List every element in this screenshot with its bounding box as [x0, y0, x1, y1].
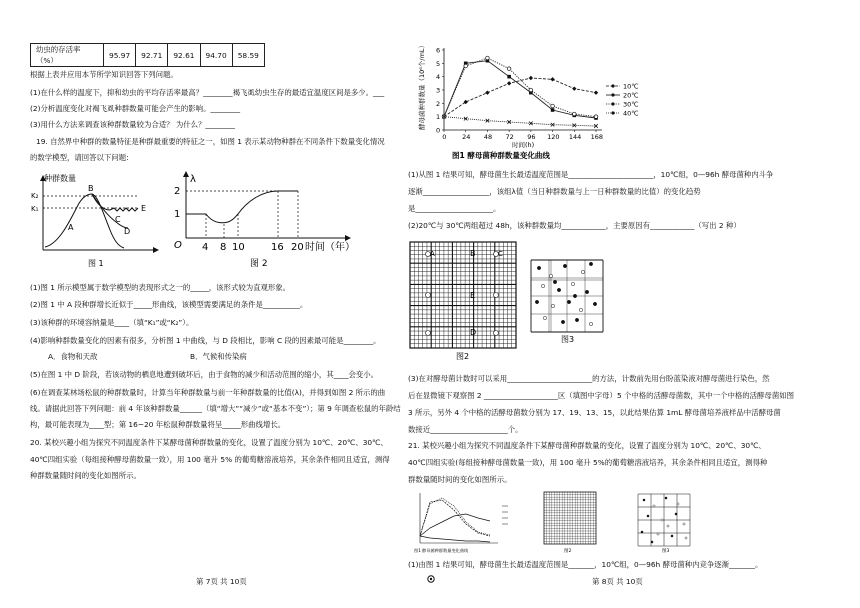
r-q3-line-1: (3)在对酵母菌计数时可以采用_______________________的方法，计数前先用台盼蓝染液对酵母菌进行染色，然: [408, 374, 770, 383]
grid-label-d: D: [470, 328, 477, 337]
legend-marker: [611, 111, 614, 114]
fig2-x-tick-16: 16: [271, 242, 284, 253]
yeast-cell: [561, 320, 564, 323]
q20-line-1: 20. 某校兴趣小组为探究不同温度条件下某酵母菌种群数量的变化，设置了温度分别为 10℃、20℃、30℃、: [30, 438, 388, 447]
yeast-cell: [553, 280, 556, 283]
survival-value: 58.59: [232, 44, 264, 67]
footer-right: 第 8页 共 10页: [592, 577, 643, 586]
mini-hemocytometer: [540, 488, 600, 556]
chart-y-tick-label: 2: [436, 99, 441, 108]
survival-table: [30, 43, 265, 67]
chart-x-tick-label: 144: [568, 133, 582, 141]
chart-x-tick-label: 48: [483, 133, 493, 141]
q19-3: (3)该种群的环境容纳量是____（填“K₁”或“K₂”）。: [30, 318, 194, 327]
q21-line-1: 21. 某校兴趣小组为探究不同温度条件下某酵母菌种群数量的变化，设置了温度分别为 10℃、20℃、30℃、: [408, 441, 766, 450]
fig2-y-tick-2: 2: [174, 186, 181, 197]
q19-6-line-3: 构，最可能表现为____型；第 16~20 年松鼠种群数量将呈_____形曲线增长。: [30, 420, 286, 429]
legend-marker: [611, 102, 614, 105]
chart-point: [529, 88, 533, 92]
q19-5: (5)在图 1 中 D 阶段，若该动物的栖息地遭到破坏后，由于食物的减少和活动范围的缩小，其____会变小。: [30, 370, 379, 379]
chart-x-tick-label: 24: [462, 133, 471, 141]
legend-label: 10℃: [623, 82, 639, 91]
q21-line-2: 40℃四组实验(每组接种酵母菌数量一致)，用 100 毫升 5%的葡萄糖溶液培养，其余条件相同且适宜，测得种: [408, 458, 768, 467]
chart-ylabel: 酵母菌种群数量（10⁶个/mL）: [418, 42, 426, 130]
mini-chart: [408, 488, 530, 556]
hemocytometer-grid: [408, 240, 520, 362]
chart-title: 图1 酵母菌种群数量变化曲线: [452, 151, 550, 160]
fig1-k2: K₂: [31, 192, 39, 200]
q18-2: (2)分析温度变化对褐飞虱种群数量可能会产生的影响。________: [30, 104, 241, 113]
q19-2: (2)图 1 中 A 段种群增长近似于_____形曲线，该模型需要满足的条件是__________。: [30, 300, 308, 309]
q19-1: (1)图 1 所示模型属于数学模型的表现形式之一的_____，该形式较为直观形象。: [30, 283, 291, 292]
r-q1-line-3: 是_____________________。: [408, 204, 501, 213]
q19-line-2: 的数学模型，请回答以下问题:: [30, 153, 129, 162]
intro-line: 根据上表并应用本节所学知识回答下列问题。: [30, 70, 178, 79]
fig1-label-d: D: [124, 227, 131, 236]
mini-fig3-caption: 图3: [662, 549, 670, 554]
chart-point: [529, 76, 533, 80]
cell-count-grid: [525, 256, 613, 346]
grid-label-c: C: [498, 250, 503, 258]
chart-y-tick-label: 5: [436, 59, 441, 68]
fig2-ylabel: λ: [190, 174, 196, 185]
fig1-curve-a: [45, 194, 92, 247]
legend-marker: [611, 84, 614, 87]
yeast-cell: [535, 300, 538, 303]
legend-label: 40℃: [623, 109, 639, 118]
survival-value: 92.61: [168, 44, 200, 67]
fig2-y-tick-1: 1: [174, 209, 181, 220]
yeast-cell: [585, 290, 588, 293]
survival-value: 94.70: [200, 44, 232, 67]
chart-y-tick-label: 0: [436, 126, 441, 135]
fig2-xlabel: 时间（年）: [305, 242, 355, 253]
yeast-cell: [589, 262, 592, 265]
yeast-cell: [537, 266, 540, 269]
r-q3-line-2: 后在显微镜下观察图 2 ____________________区（填图中字母）5 个中格的活酵母菌数，其中一个中格的活酵母菌如图: [408, 391, 794, 400]
fig2-grid-caption: 图2: [456, 352, 470, 361]
q19-6-line-2: 线。请据此回答下列问题：前 4 年该种群数量______（填“增大”“减少”或“基本不变”）；第 9 年调查松鼠的年龄结: [30, 404, 401, 413]
chart-point: [572, 112, 576, 116]
chart-point: [485, 90, 489, 94]
yeast-cell: [543, 316, 546, 319]
yeast-cell: [571, 282, 574, 285]
chart-y-tick-label: 1: [436, 113, 441, 122]
chart-point: [594, 115, 598, 119]
fig2-x-tick-20: 20: [291, 242, 304, 253]
r-q2: (2)20℃与 30℃两组超过 48h，该种群数量均____________，主要原因有____________（写出 2 种）: [408, 221, 741, 230]
survival-table-header: 幼虫的存活率（%）: [31, 44, 104, 67]
legend-label: 20℃: [623, 91, 639, 100]
chart-point: [551, 104, 555, 108]
r-q3-line-3: 3 所示，另外 4 个中格的活酵母菌数分别为 17、19、13、15，以此结果估算 1mL 酵母菌培养液样品中活酵母菌: [408, 408, 781, 417]
fig1-label-a: A: [68, 223, 74, 232]
fig2-caption: 图 2: [250, 259, 268, 269]
fig2-x-tick-8: 8: [220, 242, 227, 253]
figure-2: [168, 170, 358, 272]
q21-line-3: 群数量随时间的变化如图所示。: [408, 475, 512, 484]
chart-point: [486, 56, 490, 60]
fig1-caption: 图 1: [88, 259, 104, 268]
yeast-cell: [541, 284, 544, 287]
binding-circle-icon: [426, 574, 436, 584]
grid-label-e: E: [470, 291, 476, 300]
r-q1-line-2: 逐渐__________________，该组λ值（当日种群数量与上一日种群数量的比值）的变化趋势: [408, 187, 701, 196]
yeast-cell: [551, 304, 554, 307]
chart-point: [507, 81, 511, 85]
q19-6-line-1: (6)在调查某林场松鼠的种群数量时，计算当年种群数量与前一年种群数量的比值(λ)，并得到如图 2 所示的曲: [30, 388, 386, 397]
chart-point: [507, 75, 511, 79]
chart-point: [572, 124, 576, 128]
q20-line-3: 种群数量随时间的变化如图所示。: [30, 471, 141, 480]
yeast-cell: [573, 294, 576, 297]
chart-point: [572, 86, 576, 90]
chart-point: [464, 64, 468, 68]
q19-line-1: 19. 自然界中种群的数量特征是种群最重要的特征之一，如图 1 表示某动物种群在不同条件下数量变化情况: [36, 137, 385, 146]
q19-4: (4)影响种群数量变化的因素有很多，分析图 1 中曲线，与 D 段相比，影响 C 段的因素最可能是________。: [30, 336, 381, 345]
fig2-x-tick-4: 4: [202, 242, 209, 253]
fig2-x-tick-10: 10: [232, 242, 245, 253]
chart-xlabel: 时间(h): [512, 141, 535, 149]
q18-3: (3)用什么方法来调查该种群数量较为合适？ 为什么？________: [30, 120, 235, 129]
fig1-label-e: E: [141, 204, 147, 213]
fig1-ylabel: 种群数量: [44, 174, 76, 183]
chart-point: [550, 77, 554, 81]
fig2-curve: [186, 191, 298, 223]
fig2-origin: O: [174, 240, 182, 251]
chart-y-tick-label: 4: [436, 73, 441, 82]
yeast-cell: [593, 302, 596, 305]
legend-label: 30℃: [623, 100, 639, 109]
chart-x-tick-label: 120: [547, 133, 560, 141]
grid-label-a: A: [430, 250, 435, 258]
chart-x-tick-label: 96: [527, 133, 536, 141]
survival-value: 95.97: [104, 44, 136, 67]
survival-value: 92.71: [136, 44, 168, 67]
yeast-cell: [589, 322, 592, 325]
chart-x-tick-label: 0: [442, 133, 447, 141]
chart-point: [507, 67, 511, 71]
q18-1: (1)在什么样的温度下，抑和幼虫的平均存活率最高？________褐飞虱幼虫生存的最适宜温度区间是多少。___: [30, 88, 385, 97]
mini-cell-grid: [632, 488, 704, 556]
yeast-cell: [557, 288, 560, 291]
chart-point: [594, 124, 598, 128]
chart-point: [594, 90, 598, 94]
chart-series-line-1: [444, 78, 596, 117]
yeast-cell: [563, 264, 566, 267]
yeast-cell: [579, 308, 582, 311]
fig1-k1: K₁: [31, 205, 39, 213]
q19-option-b: B．气候和传染病: [190, 352, 247, 361]
fig3-caption: 图3: [561, 335, 575, 344]
chart-y-tick-label: 6: [436, 46, 441, 55]
r-q3-line-4: 数接近_____________________个。: [408, 425, 523, 434]
fig1-label-c: C: [115, 215, 121, 224]
mini-fig1-caption: 图1 酵母菌种群数量变化曲线: [414, 548, 469, 553]
mini-fig2-caption: 图2: [564, 549, 572, 554]
yeast-growth-chart: [406, 42, 656, 164]
r-q1-line-1: (1)从图 1 结果可知，酵母菌生长最适温度范围是_______________________，10℃组，0—96h 酵母菌种内斗争: [408, 170, 774, 179]
chart-y-tick-label: 3: [436, 86, 441, 95]
footer-left: 第 7页 共 10页: [196, 577, 247, 586]
yeast-cell: [575, 318, 578, 321]
yeast-cell: [581, 270, 584, 273]
fig1-label-b: B: [88, 184, 94, 193]
yeast-cell: [549, 274, 552, 277]
yeast-cell: [567, 300, 570, 303]
figure-1: [28, 170, 163, 270]
chart-x-tick-label: 72: [505, 133, 514, 141]
legend-marker: [611, 93, 614, 96]
grid-label-b: B: [470, 249, 476, 258]
chart-point: [551, 108, 555, 112]
chart-x-tick-label: 168: [590, 133, 604, 141]
q19-option-a: A．食物和天敌: [48, 352, 98, 361]
q20-line-2: 40℃四组实验（每组接种酵母菌数量一致），用 100 毫升 5% 的葡萄糖溶液培养，其余条件相同且适宜，测得: [30, 455, 390, 464]
q21-1: (1)由图 1 结果可知，酵母菌生长最适温度范围是_______，10℃组，0—96h 酵母菌种内竞争逐渐_______。: [408, 560, 763, 569]
